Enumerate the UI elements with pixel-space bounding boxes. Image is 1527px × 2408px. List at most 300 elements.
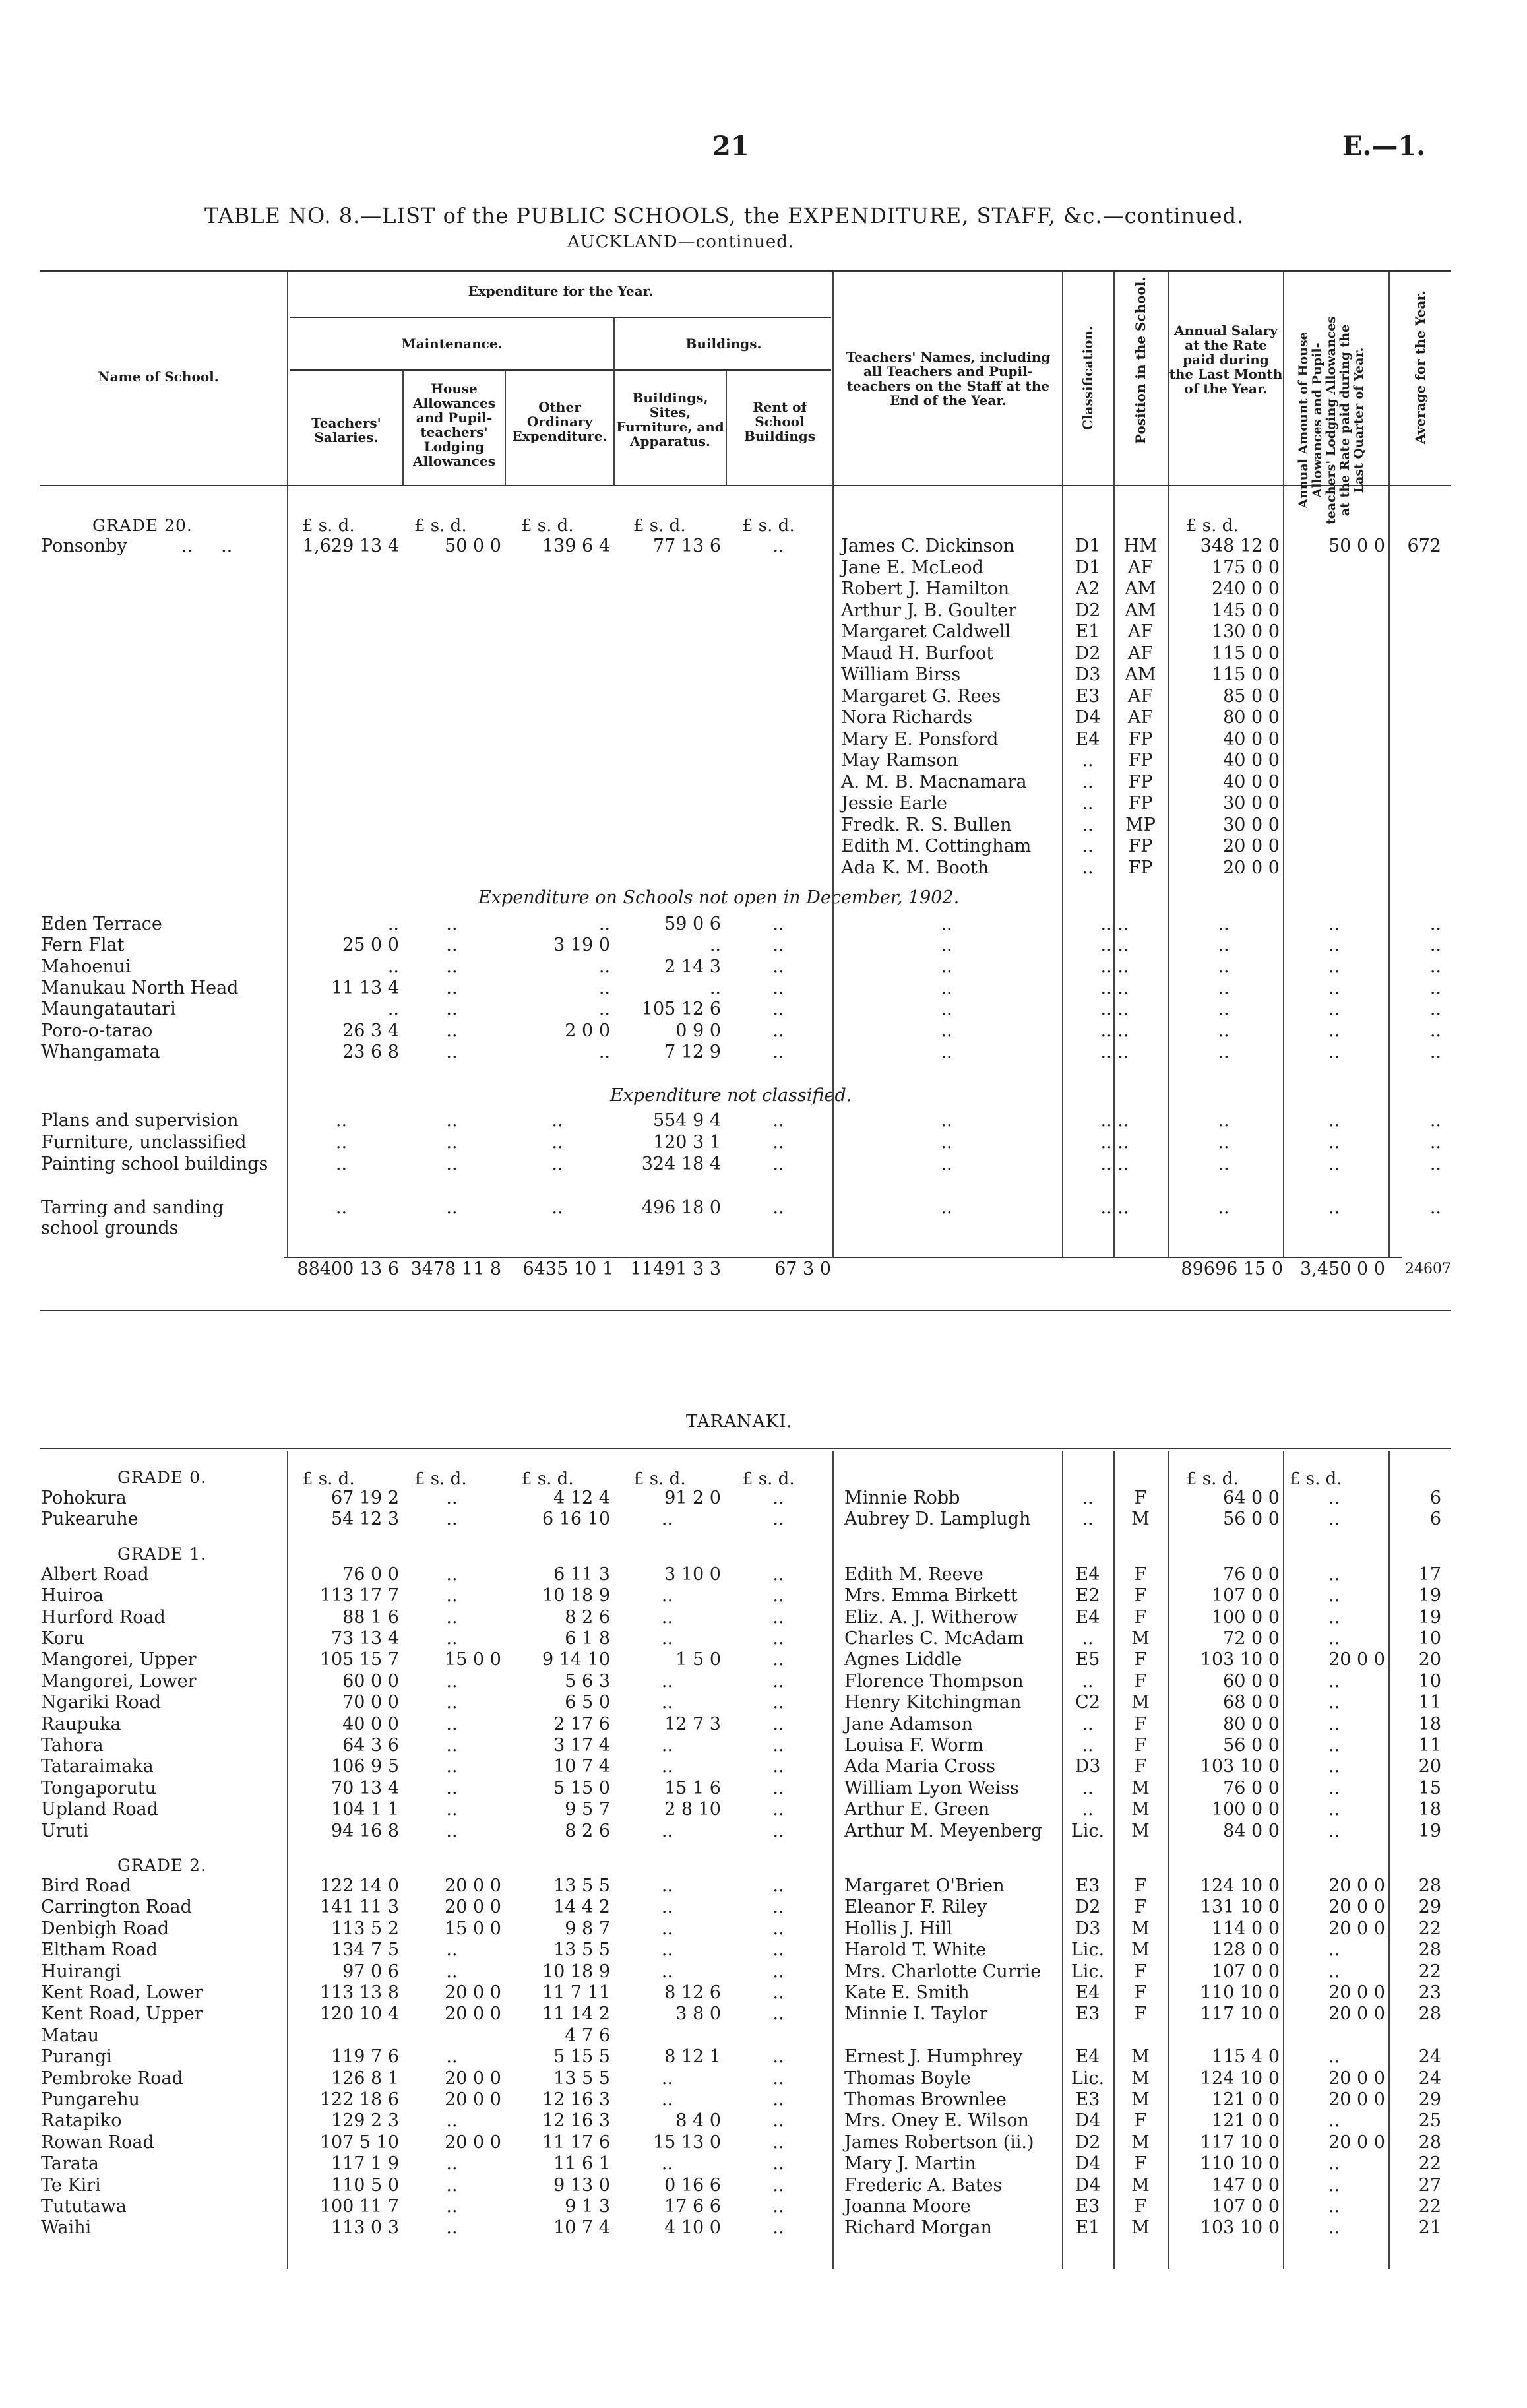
position: FP [1128,836,1153,856]
average-value: 29 [1418,2089,1441,2110]
school-name: Bird Road [41,1876,132,1896]
teachers-salaries-value: 129 2 3 [330,2110,399,2132]
teachers-salaries-value: 73 13 4 [330,1628,399,1649]
teachers-salaries-value: 60 0 0 [342,1670,399,1692]
position: M [1131,1692,1150,1713]
classification: D4 [1075,707,1101,728]
teachers-salaries-value: 23 6 8 [342,1041,399,1062]
allowance-value: 20 0 0 [1328,1876,1385,1896]
average-value: 15 [1418,1777,1441,1798]
staff-row [0,621,1527,642]
annual-salary: .. [1218,956,1230,977]
rent-value: .. [772,1585,784,1606]
school-name: Albert Road [41,1564,149,1585]
table-row [0,2175,1527,2196]
school-name: Pukearuhe [41,1509,139,1530]
house-allowances-value: 15 0 0 [445,1649,501,1670]
annual-salary: 60 0 0 [1223,1670,1280,1692]
staff-row [0,729,1527,749]
body-divider [1388,1451,1390,2269]
average-value: .. [1429,1132,1441,1153]
other-expenditure-value: 3 17 4 [553,1735,610,1756]
table-row [0,1714,1527,1734]
house-allowances-value: .. [446,999,458,1020]
school-name: Ratapiko [41,2110,122,2132]
classification: E1 [1075,621,1100,642]
house-allowances-value: .. [446,1692,458,1713]
annual-salary: .. [1218,1041,1230,1062]
buildings-value: .. [709,977,721,998]
annual-salary: 76 0 0 [1223,1564,1280,1585]
table-row [0,2068,1527,2089]
allowance-value: 20 0 0 [1328,1918,1385,1939]
teacher-name: .. [941,1132,952,1153]
staff-row [0,858,1527,878]
allowance-value: .. [1328,1564,1340,1585]
teachers-salaries-value: 25 0 0 [342,935,399,956]
position: F [1134,1897,1147,1918]
rent-value: .. [772,2132,784,2153]
buildings-value: .. [661,2068,673,2089]
annual-salary: 115 4 0 [1211,2046,1280,2068]
position: F [1134,2196,1147,2217]
school-name: Whangamata [41,1041,160,1062]
average-value: .. [1429,1041,1441,1062]
annual-salary: 100 0 0 [1211,1606,1280,1628]
table-row [0,1509,1527,1529]
classification: E3 [1075,2089,1100,2110]
other-expenditure-value: 11 7 11 [542,1982,610,2003]
average-value: 21 [1418,2217,1441,2238]
annual-salary: 20 0 0 [1223,857,1280,878]
rent-value: .. [772,1628,784,1649]
annual-salary: .. [1218,999,1230,1020]
teacher-name: Agnes Liddle [844,1649,962,1670]
classification: .. [1082,1799,1094,1820]
buildings-value: .. [661,2089,673,2110]
table-row [0,935,1527,955]
classification: D2 [1075,643,1101,664]
house-allowances-value: .. [446,1020,458,1041]
house-allowances-value: .. [446,1488,458,1508]
position: M [1131,2089,1150,2110]
table-row [0,1735,1527,1756]
house-allowances-value: 20 0 0 [445,2132,501,2153]
header-top-rule [40,270,1451,272]
teachers-salaries-value: .. [335,1197,348,1218]
table-row [0,2217,1527,2238]
classification: .. [1082,793,1094,813]
school-name: Ngariki Road [41,1692,162,1713]
total-allowance: 3,450 0 0 [1300,1259,1385,1279]
average-value: .. [1429,914,1441,934]
house-allowances-value: .. [446,1777,458,1798]
units-salaries: £ s. d. [302,1469,355,1489]
classification: .. .. [1100,999,1129,1020]
position: M [1131,1918,1150,1939]
annual-salary: 68 0 0 [1223,1692,1280,1713]
house-allowances-value: .. [446,935,458,956]
average-value: 24 [1418,2046,1441,2068]
annual-salary: 147 0 0 [1211,2174,1280,2196]
buildings-value: .. [661,1961,673,1982]
teacher-name: Margaret O'Brien [844,1876,1005,1896]
average-value: 6 [1429,1488,1441,1508]
other-expenditure-value: 13 5 5 [553,1876,610,1896]
table-row [0,2153,1527,2174]
teacher-name: .. [941,977,952,998]
school-name: Eden Terrace [41,914,162,934]
taranaki-title: TARANAKI. [686,1412,793,1432]
classification: D3 [1075,664,1101,685]
school-name: Matau [41,2025,100,2046]
annual-salary: 56 0 0 [1223,1735,1280,1756]
teachers-salaries-value: 113 17 7 [319,1585,399,1606]
buildings-value: .. [661,1628,673,1649]
table-row [0,2089,1527,2110]
teacher-name: .. [941,1154,952,1174]
header-divider [287,272,288,485]
classification: E1 [1075,2217,1100,2238]
other-expenditure-value: .. [598,1041,610,1062]
teacher-name: William Lyon Weiss [844,1777,1019,1798]
allowance-value: .. [1328,1713,1340,1734]
other-expenditure-value: .. [551,1110,563,1131]
position: M [1131,2068,1150,2089]
allowance-value: .. [1328,1670,1340,1692]
header-buildings: Buildings. [685,336,762,352]
rent-value: .. [772,956,784,977]
position: F [1134,1876,1147,1896]
total-salary: 89696 15 0 [1181,1259,1283,1279]
header-allowances: Annual Amount of House Allowances and Pupil-teachers' Lodging Allowances at the Rate paid during the Last Quarter of Year. [1296,316,1366,525]
table-row [0,1940,1527,1960]
buildings-value: 8 12 6 [664,1982,721,2003]
staff-row [0,643,1527,664]
school-name: Pungarehu [41,2089,140,2110]
rent-value: .. [772,536,784,556]
position: M [1131,2046,1150,2068]
table-row [0,999,1527,1019]
position: F [1134,1713,1147,1734]
classification: Lic. [1071,2068,1105,2089]
teacher-name: Edith M. Cottingham [841,836,1032,856]
teacher-name: May Ramson [841,750,958,771]
table-row [0,2046,1527,2067]
school-name: Rowan Road [41,2132,154,2153]
house-allowances-value: .. [446,2174,458,2196]
table-row [0,2196,1527,2217]
average-value: 22 [1418,1961,1441,1982]
rent-value: .. [772,1940,784,1961]
buildings-value: 17 6 6 [664,2196,721,2217]
classification: E4 [1075,728,1100,749]
classification: D3 [1075,1756,1101,1777]
rent-value: .. [772,1670,784,1692]
teacher-name: Louisa F. Worm [844,1735,984,1756]
classification: .. [1082,771,1094,792]
school-name: Pembroke Road [41,2068,183,2089]
grade-label: GRADE 2. [117,1856,206,1875]
annual-salary: 124 10 0 [1200,1876,1280,1896]
house-allowances-value: 20 0 0 [445,1982,501,2003]
buildings-value: .. [661,2153,673,2174]
units-rent: £ s. d. [742,1469,795,1489]
annual-salary: 85 0 0 [1223,685,1280,707]
allowance-value: .. [1328,1197,1340,1218]
buildings-value: 324 18 4 [641,1154,721,1174]
teachers-salaries-value: 26 3 4 [342,1020,399,1041]
header-divider [832,272,834,485]
teacher-name: Mrs. Charlotte Currie [844,1961,1042,1982]
position: F [1134,2004,1147,2025]
rent-value: .. [772,1649,784,1670]
average-value: .. [1429,999,1441,1020]
teachers-salaries-value: 1,629 13 4 [303,536,399,556]
header-other-expenditure: Other Ordinary Expenditure. [512,399,608,444]
section-end-rule [40,1310,1451,1311]
teacher-name: Aubrey D. Lamplugh [844,1509,1031,1530]
teachers-salaries-value: 110 5 0 [330,2174,399,2196]
school-name: Mangorei, Upper [41,1649,197,1670]
header-teachers-salaries: Teachers' Salaries. [311,415,381,445]
teacher-name: Hollis J. Hill [844,1918,952,1939]
units-salaries: £ s. d. [302,516,355,536]
other-expenditure-value: 9 1 3 [565,2196,610,2217]
annual-salary: .. [1218,1132,1230,1153]
average-value: 19 [1418,1585,1441,1606]
house-allowances-value: .. [446,1606,458,1628]
allowance-value: .. [1328,1132,1340,1153]
teacher-name: Charles C. McAdam [844,1628,1024,1649]
rent-value: .. [772,1692,784,1713]
classification: .. [1082,1628,1094,1649]
header-divider [1113,272,1115,485]
note-not-open: Expenditure on Schools not open in December, 1902. [478,887,960,908]
body-divider [1168,1451,1169,2269]
header-annual-salary: Annual Salary at the Rate paid during the Last Month of the Year. [1169,323,1283,396]
allowance-value: .. [1328,2110,1340,2132]
allowance-value: .. [1328,1154,1340,1174]
header-house-allowances: House Allowances and Pupil-teachers' Lodging Allowances [413,381,495,469]
buildings-value: .. [661,1876,673,1896]
body-divider [1062,486,1063,1257]
totals-rule [284,1257,1402,1258]
school-name: Tahora [41,1735,104,1756]
buildings-value: .. [661,1918,673,1939]
house-allowances-value: .. [446,1154,458,1174]
annual-salary: .. [1218,1154,1230,1174]
annual-salary: 110 10 0 [1200,2153,1280,2174]
annual-salary: 80 0 0 [1223,707,1280,728]
buildings-value: 15 1 6 [664,1777,721,1798]
allowance-value: .. [1328,1020,1340,1041]
annual-salary: 100 0 0 [1211,1799,1280,1820]
staff-row [0,836,1527,856]
teacher-name: Eleanor F. Riley [844,1897,987,1918]
table-row [0,1692,1527,1713]
body-divider [1168,486,1169,1257]
body-divider [1283,1451,1284,2269]
teachers-salaries-value: 106 9 5 [330,1756,399,1777]
teachers-salaries-value: .. [335,1110,348,1131]
classification: .. .. [1100,956,1129,977]
teacher-name: James C. Dickinson [841,536,1015,556]
classification: E4 [1075,1982,1100,2003]
teacher-name: Margaret Caldwell [841,621,1011,642]
school-name: Mahoenui [41,956,131,977]
house-allowances-value: .. [446,1110,458,1131]
allowance-value: 20 0 0 [1328,2132,1385,2153]
teacher-name: .. [941,956,952,977]
average-value: 24 [1418,2068,1441,2089]
other-expenditure-value: .. [598,999,610,1020]
allowance-value: .. [1328,1961,1340,1982]
teacher-name: Ada K. M. Booth [841,857,989,878]
other-expenditure-value: 6 5 0 [565,1692,610,1713]
position: M [1131,1799,1150,1820]
other-expenditure-value: .. [598,956,610,977]
position: AF [1127,707,1154,728]
classification: E3 [1075,2196,1100,2217]
position: FP [1128,857,1153,878]
buildings-value: .. [709,935,721,956]
position: AM [1125,664,1156,685]
classification: E4 [1075,1606,1100,1628]
allowance-value: 50 0 0 [1328,536,1385,556]
annual-salary: 30 0 0 [1223,793,1280,813]
buildings-value: 3 8 0 [675,2004,721,2025]
item-name: Painting school buildings [41,1154,268,1174]
other-expenditure-value: 4 12 4 [553,1488,610,1508]
rent-value: .. [772,1110,784,1131]
staff-row [0,664,1527,685]
average-value: 28 [1418,2132,1441,2153]
body-divider [1113,1451,1115,2269]
teacher-name: William Birss [841,664,961,685]
annual-salary: 131 10 0 [1200,1897,1280,1918]
rent-value: .. [772,1041,784,1062]
taranaki-top-rule [40,1448,1451,1449]
average-value: 22 [1418,1918,1441,1939]
teacher-name: Minnie I. Taylor [844,2004,988,2025]
position: M [1131,1777,1150,1798]
classification: Lic. [1071,1820,1105,1841]
teachers-salaries-value: 88 1 6 [342,1606,399,1628]
other-expenditure-value: 2 17 6 [553,1713,610,1734]
annual-salary: .. [1218,1110,1230,1131]
total-buildings: 11491 3 3 [630,1259,721,1279]
annual-salary: .. [1218,914,1230,934]
school-name: Kent Road, Upper [41,2004,203,2025]
buildings-value: 8 12 1 [664,2046,721,2068]
average-value: 18 [1418,1713,1441,1734]
allowance-value: .. [1328,1585,1340,1606]
allowance-value: 20 0 0 [1328,1649,1385,1670]
classification: .. [1082,1713,1094,1734]
teacher-name: .. [941,1041,952,1062]
teachers-salaries-value: .. [387,999,399,1020]
allowance-value: .. [1328,1799,1340,1820]
other-expenditure-value: 14 4 2 [553,1897,610,1918]
item-name: Tarring and sanding school grounds [41,1197,224,1238]
rent-value: .. [772,2068,784,2089]
average-value: 28 [1418,1876,1441,1896]
teacher-name: Arthur M. Meyenberg [844,1820,1043,1841]
school-name: Tututawa [41,2196,127,2217]
annual-salary: 84 0 0 [1223,1820,1280,1841]
other-expenditure-value: 11 17 6 [542,2132,610,2153]
other-expenditure-value: 10 18 9 [542,1961,610,1982]
teachers-salaries-value: 104 1 1 [330,1799,399,1820]
units-buildings: £ s. d. [633,516,686,536]
school-name: Uruti [41,1820,89,1841]
teacher-name: Thomas Brownlee [844,2089,1007,2110]
allowance-value: .. [1328,914,1340,934]
teachers-salaries-value: 119 7 6 [330,2046,399,2068]
allowance-value: 20 0 0 [1328,2068,1385,2089]
teacher-name: Minnie Robb [844,1488,960,1508]
house-allowances-value: 50 0 0 [445,536,501,556]
annual-salary: 103 10 0 [1200,2217,1280,2238]
house-allowances-value: 20 0 0 [445,1897,501,1918]
position: M [1131,2217,1150,2238]
table-row [0,1876,1527,1896]
buildings-value: 59 0 6 [664,914,721,934]
classification: .. [1082,1509,1094,1530]
allowance-value: .. [1328,2046,1340,2068]
teacher-name: Jane Adamson [844,1713,973,1734]
header-name-of-school: Name of School. [98,369,219,385]
rent-value: .. [772,1564,784,1585]
buildings-value: 120 3 1 [652,1132,721,1153]
rent-value: .. [772,1756,784,1777]
rent-value: .. [772,935,784,956]
position: M [1131,2174,1150,2196]
teacher-name: Arthur E. Green [844,1799,990,1820]
other-expenditure-value: 13 5 5 [553,1940,610,1961]
classification: A2 [1075,579,1100,599]
teacher-name: Mrs. Emma Birkett [844,1585,1018,1606]
position: AM [1125,600,1156,621]
classification: .. [1082,814,1094,835]
table-row [0,1918,1527,1939]
rent-value: .. [772,1488,784,1508]
total-other: 6435 10 1 [522,1259,613,1279]
annual-salary: 40 0 0 [1223,750,1280,771]
school-name: Fern Flat [41,935,125,956]
units-rent: £ s. d. [742,516,795,536]
other-expenditure-value: 4 7 6 [565,2025,610,2046]
annual-salary: 121 0 0 [1211,2089,1280,2110]
rent-value: .. [772,977,784,998]
allowance-value: .. [1328,2217,1340,2238]
other-expenditure-value: 5 15 0 [553,1777,610,1798]
annual-salary: 117 10 0 [1200,2132,1280,2153]
rent-value: .. [772,2046,784,2068]
house-allowances-value: .. [446,1628,458,1649]
teacher-name: Nora Richards [841,707,973,728]
note-not-classified: Expenditure not classified. [610,1085,852,1106]
other-expenditure-value: 10 7 4 [553,1756,610,1777]
position: FP [1128,728,1153,749]
house-allowances-value: .. [446,1670,458,1692]
units-salary: £ s. d. [1186,516,1239,536]
school-name: Upland Road [41,1799,158,1820]
buildings-value: 554 9 4 [652,1110,721,1131]
rent-value: .. [772,1132,784,1153]
buildings-value: 12 7 3 [664,1713,721,1734]
